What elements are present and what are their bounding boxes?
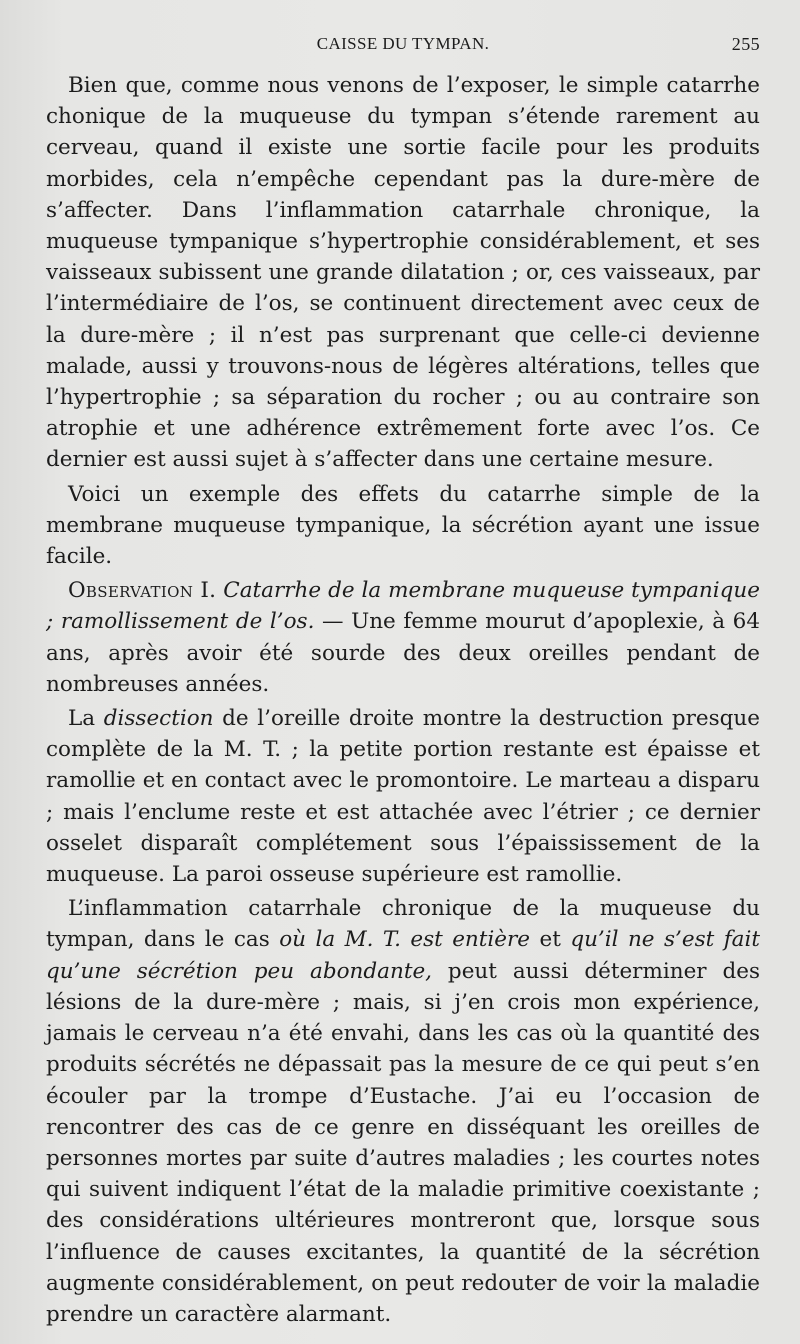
observation-title: Catarrhe de la membrane muqueuse tympanique ; ramollissement de l’os. xyxy=(46,578,760,635)
running-title: CAISSE DU TYMPAN. xyxy=(316,34,490,53)
running-head xyxy=(46,34,760,64)
observation-label: Observation I. xyxy=(68,578,217,604)
inflammation-italic-2: qu’il ne s’est fait qu’une sécrétion peu abondante, xyxy=(46,927,760,984)
paragraph-dissection xyxy=(46,703,760,890)
page-number: 255 xyxy=(731,34,760,54)
inflammation-mid: et xyxy=(530,927,571,953)
observation-text: — Une femme mourut d’apoplexie, à 64 ans, après avoir été sourde des deux oreilles pendant de nombreuses années. xyxy=(46,609,761,697)
dissection-lead: La xyxy=(68,706,104,732)
inflammation-text: peut aussi déterminer des lésions de la dure-mère ; mais, si j’en crois mon expérience, jamais le cerveau n’a été envahi, dans les cas où la quantité des produits sécrétés ne dépassait pas la mesure de ce qui peut s’en écouler par la trompe d’Eustache. J’ai eu l’occasion de rencontrer des cas de ce genre en disséquant les oreilles de personnes mortes par suite d’autres maladies ; les courtes notes qui suivent indiquent l’état de la maladie primitive coexistante ; des considérations ultérieures montreront que, lorsque sous l’influence de causes excitantes, la quantité de la sécrétion augmente considérablement, on peut redouter de voir la maladie prendre un caractère alarmant. xyxy=(46,958,760,1327)
inflammation-lead: L’inflammation catarrhale chronique de la muqueuse du tympan, dans le cas xyxy=(46,896,760,953)
paragraph-1: Bien que, comme nous venons de l’exposer, le simple catarrhe chonique de la muqueuse du tympan s’étende rarement au cerveau, quand il existe une sortie facile pour les produits morbides, cela n’empêche cependant pas la dure-mère de s’affecter. Dans l’inflammation catarrhale chronique, la muqueuse tympanique s’hypertrophie considérablement, et ses vaisseaux subissent une grande dilatation ; or, ces vaisseaux, par l’intermédiaire de l’os, se continuent directement avec ceux de la dure-mère ; il n’est pas surprenant que celle-ci devienne malade, aussi y trouvons-nous de légères altérations, telles que l’hypertrophie ; sa séparation du rocher ; ou au contraire son atrophie et une adhérence extrêmement forte avec l’os. Ce dernier est aussi sujet à s’affecter dans une certaine mesure. xyxy=(46,73,760,473)
paragraph-observation xyxy=(46,575,760,700)
dissection-text: de l’oreille droite montre la destruction presque complète de la M. T. ; la petite portion restante est épaisse et ramollie et en contact avec le promontoire. Le marteau a disparu ; mais l’enclume reste et est attachée avec l’étrier ; ce dernier osselet disparaît complétement sous l’épaississement de la muqueuse. La paroi osseuse supérieure est ramollie. xyxy=(46,706,760,888)
dissection-italic: dissection xyxy=(103,706,214,732)
body-text xyxy=(46,70,760,1330)
paragraph-inflammation xyxy=(46,893,760,1330)
paragraph-2: Voici un exemple des effets du catarrhe simple de la membrane muqueuse tympanique, la sécrétion ayant une issue facile. xyxy=(46,481,760,570)
inflammation-italic-1: où la M. T. est entière xyxy=(279,927,531,953)
